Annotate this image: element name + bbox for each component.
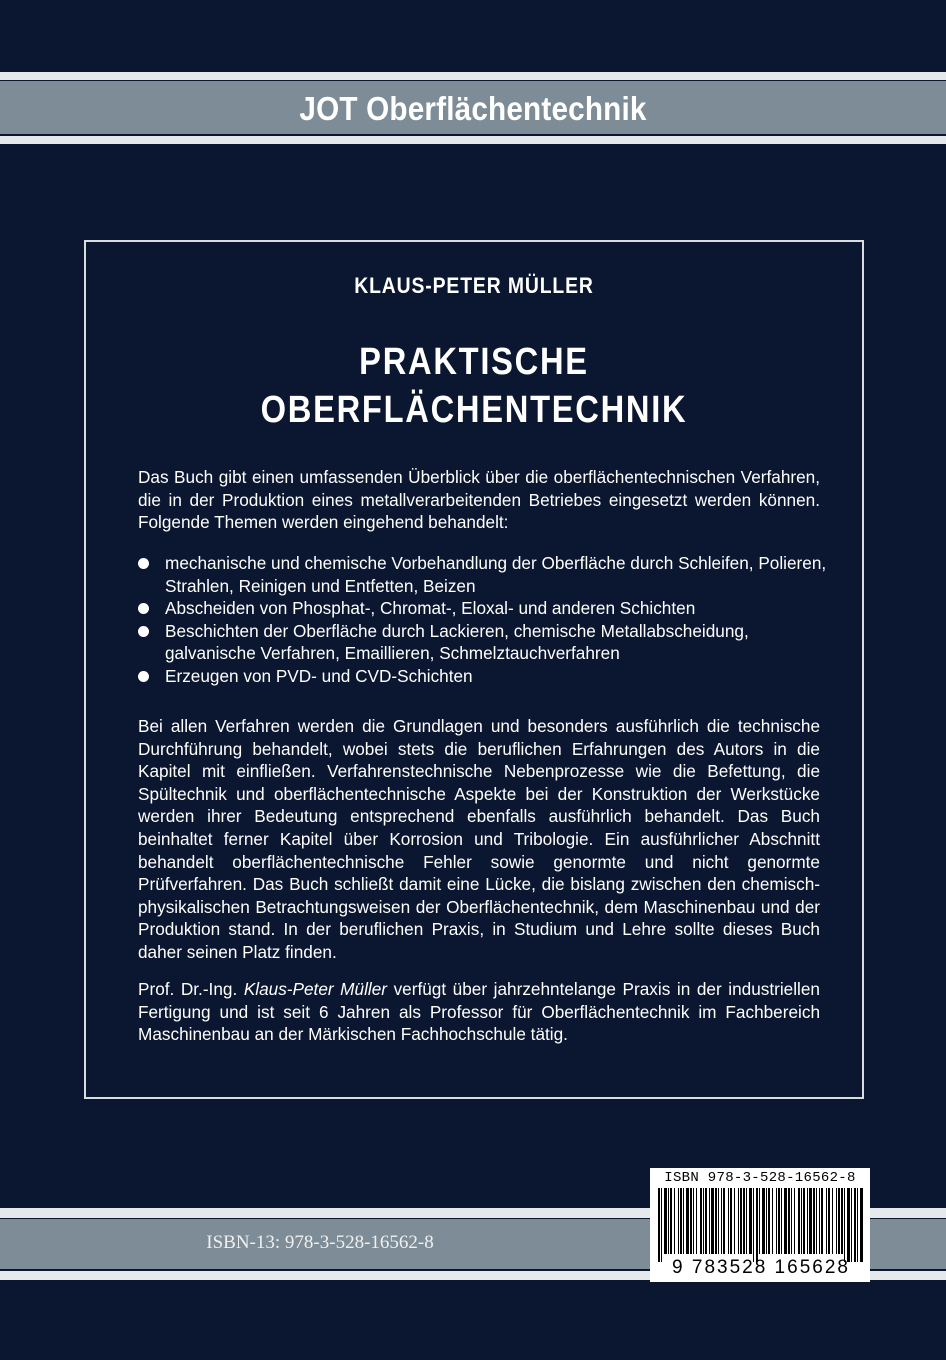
- author-name: KLAUS-PETER MÜLLER: [354, 273, 594, 298]
- barcode-bar: [854, 1188, 856, 1262]
- top-stripe-lower: [0, 136, 946, 144]
- barcode-bar: [821, 1188, 823, 1254]
- book-title: [139, 338, 810, 434]
- barcode-bar: [798, 1188, 800, 1254]
- barcode-bar: [781, 1188, 782, 1254]
- barcode-bar: [686, 1188, 689, 1254]
- barcode-bar: [730, 1188, 732, 1254]
- barcode-bar: [718, 1188, 719, 1254]
- barcode-bar: [709, 1188, 710, 1254]
- isbn-text: ISBN-13: 978-3-528-16562-8: [206, 1232, 434, 1253]
- bio-prefix: Prof. Dr.-Ing.: [138, 979, 238, 999]
- barcode-bar: [700, 1188, 702, 1254]
- barcode-bar: [838, 1188, 840, 1254]
- top-stripe-upper: [0, 72, 946, 80]
- barcode-bar: [807, 1188, 808, 1254]
- topic-list: [138, 552, 828, 688]
- barcode-bar: [753, 1188, 754, 1262]
- bio-name: Klaus-Peter Müller: [243, 979, 387, 999]
- intro-paragraph: Das Buch gibt einen umfassenden Überblick über die oberflächentechnischen Verfahren, die in der Produktion eines metallverarbeitenden Betriebes eingesetzt werden können. Folgende Themen werden eingehend behandelt:: [138, 467, 820, 533]
- barcode-bar: [828, 1188, 830, 1254]
- barcode-bar: [756, 1188, 758, 1262]
- barcode-bar: [696, 1188, 697, 1254]
- barcode-bar: [772, 1188, 773, 1254]
- barcode-bar: [794, 1188, 795, 1254]
- barcode-bar: [715, 1188, 717, 1254]
- barcode-bar: [813, 1188, 815, 1254]
- bio-rest: verfügt über jahrzehntelange Praxis in der industriellen Fertigung und ist seit 6 Jahren als Professor für Oberflächentechnik im Fachbereich Maschinenbau an der Märkischen Fachhochschule tätig.: [138, 979, 820, 1045]
- barcode-bar: [703, 1188, 704, 1254]
- barcode-bar: [734, 1188, 735, 1254]
- book-title-line1: PRAKTISCHE: [359, 341, 589, 383]
- barcode-bar: [857, 1188, 858, 1262]
- barcode-bar: [776, 1188, 777, 1254]
- barcode-bar: [683, 1188, 684, 1254]
- barcode-bar: [680, 1188, 682, 1254]
- barcode-bar: [809, 1188, 812, 1254]
- barcode-bar: [723, 1188, 725, 1254]
- topic-item: Abscheiden von Phosphat-, Chromat-, Eloxal- und anderen Schichten: [138, 597, 828, 620]
- barcode-bar: [743, 1188, 745, 1254]
- topic-item: Erzeugen von PVD- und CVD-Schichten: [138, 665, 828, 688]
- barcode-bar: [658, 1188, 660, 1262]
- barcode-digits: 9 783528 165628: [672, 1257, 850, 1278]
- barcode-bar: [664, 1188, 667, 1254]
- barcode-bar: [768, 1188, 770, 1254]
- barcode-bar: [746, 1188, 747, 1254]
- barcode-bar: [832, 1188, 833, 1254]
- barcode-bar: [851, 1188, 852, 1262]
- barcode-bar: [728, 1188, 729, 1254]
- barcode: [650, 1168, 870, 1282]
- barcode-bar: [738, 1188, 739, 1254]
- barcode-bar: [819, 1188, 820, 1254]
- barcode-bar: [784, 1188, 787, 1254]
- barcode-isbn: ISBN 978-3-528-16562-8: [664, 1170, 856, 1186]
- barcode-bar: [788, 1188, 790, 1254]
- book-title-line2: OBERFLÄCHENTECHNIK: [260, 389, 688, 431]
- barcode-bar: [668, 1188, 669, 1254]
- barcode-bar: [670, 1188, 672, 1254]
- barcode-bar: [762, 1188, 765, 1254]
- author-bio: [138, 978, 820, 1046]
- barcode-bar: [860, 1188, 863, 1262]
- body-paragraph: Bei allen Verfahren werden die Grundlagen und besonders ausführlich die technische Durchführung behandelt, wobei stets die beruflichen Erfahrungen des Autors in die Kapitel mit einfließen. Verfahrenstechnische Nebenprozesse wie die Befettung, die Spültechnik und oberflächentechnische Aspekte bei der Konstruktion der Werkstücke werden ihrer Bedeutung entsprechend ebenfalls ausführlich behandelt. Das Buch beinhaltet ferner Kapitel über Korrosion und Tribologie. Ein ausführlicher Abschnitt behandelt oberflächentechnische Fehler sowie genormte und nicht genormte Prüfverfahren. Das Buch schließt damit eine Lücke, die bislang zwischen den chemisch-physikalischen Betrachtungsweisen der Oberflächentechnik, dem Maschinenbau und der Produktion stand. In der beruflichen Praxis, in Studium und Lehre sollte dieses Buch daher seinen Platz finden.: [138, 716, 820, 962]
- barcode-bar: [759, 1188, 760, 1254]
- barcode-bar: [766, 1188, 767, 1254]
- topic-item: mechanische und chemische Vorbehandlung der Oberfläche durch Schleifen, Polieren, Strahlen, Reinigen und Entfetten, Beizen: [138, 552, 828, 597]
- barcode-bar: [841, 1188, 843, 1254]
- barcode-bar: [749, 1188, 752, 1254]
- barcode-bar: [740, 1188, 742, 1254]
- barcode-bar: [847, 1188, 850, 1262]
- barcode-bar: [690, 1188, 692, 1254]
- barcode-bar: [661, 1188, 662, 1262]
- barcode-bar: [816, 1188, 817, 1254]
- barcode-bar: [721, 1188, 722, 1254]
- barcode-bar: [674, 1188, 675, 1254]
- barcode-bar: [678, 1188, 679, 1254]
- barcode-bar: [836, 1188, 837, 1254]
- barcode-bar: [826, 1188, 827, 1254]
- barcode-bar: [791, 1188, 792, 1254]
- barcode-bars: [656, 1188, 866, 1262]
- barcode-bar: [693, 1188, 694, 1254]
- barcode-bar: [711, 1188, 714, 1254]
- barcode-bar: [705, 1188, 707, 1254]
- barcode-bar: [844, 1188, 845, 1262]
- barcode-bar: [801, 1188, 802, 1254]
- barcode-bar: [803, 1188, 805, 1254]
- series-title: JOT Oberflächentechnik: [299, 90, 647, 127]
- barcode-bar: [778, 1188, 780, 1254]
- topic-item: Beschichten der Oberfläche durch Lackieren, chemische Metallabscheidung, galvanische Verfahren, Emaillieren, Schmelztauchverfahren: [138, 620, 828, 665]
